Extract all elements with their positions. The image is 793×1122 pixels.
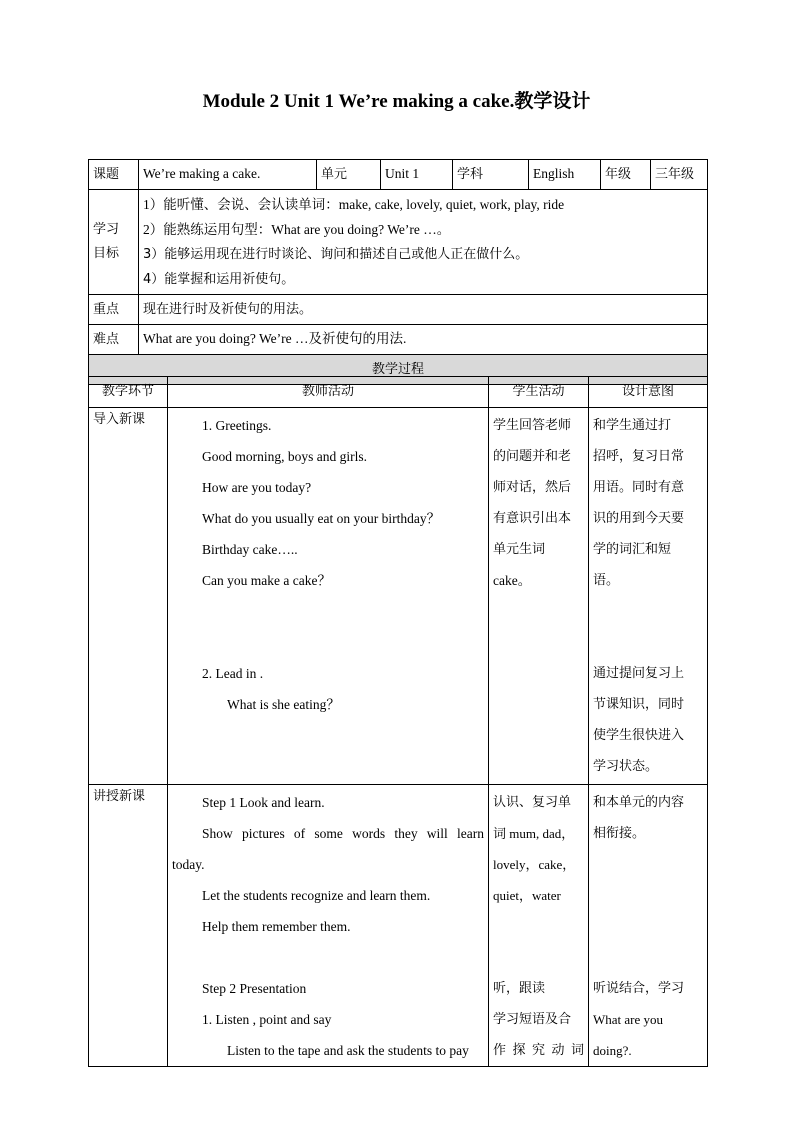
student-line: 词 mum, dad， — [493, 826, 575, 841]
intent-line: 学的词汇和短 — [593, 542, 672, 557]
student-line: 作探究动词 — [493, 1043, 584, 1058]
teacher-line: Can you make a cake？ — [202, 573, 331, 588]
teacher-line: Listen to the tape and ask the students to pay — [227, 1043, 469, 1058]
info-table — [88, 159, 708, 385]
intent-new-lesson — [589, 785, 708, 1067]
teacher-line: What do you usually eat on your birthday？ — [202, 511, 441, 526]
stage-intro: 导入新课 — [89, 408, 168, 785]
teacher-line: What is she eating？ — [227, 697, 340, 712]
teacher-line: 2. Lead in . — [202, 666, 264, 681]
student-activity-new-lesson — [489, 785, 589, 1067]
teacher-line: Let the students recognize and learn them. — [202, 888, 431, 903]
intent-line: doing?. — [593, 1043, 632, 1058]
student-line: 师对话，然后 — [493, 480, 572, 495]
student-line: 的问题并和老 — [493, 449, 572, 464]
teacher-line: Step 2 Presentation — [202, 981, 307, 996]
student-line: 认识、复习单 — [493, 795, 572, 810]
intent-line: 学习状态。 — [593, 759, 659, 774]
process-table — [88, 376, 708, 1067]
student-line: quiet，water — [493, 888, 561, 903]
student-line: cake。 — [493, 573, 532, 588]
teacher-activity-intro — [168, 408, 489, 785]
goal-item: 4）能掌握和运用祈使句。 — [143, 272, 295, 287]
grade-value: 三年级 — [651, 160, 708, 190]
student-activity-intro — [489, 408, 589, 785]
goals-label-line-2: 目标 — [93, 246, 120, 261]
intent-line: 语。 — [593, 573, 620, 588]
difficulty-value: What are you doing? We’re …及祈使句的用法. — [139, 325, 708, 355]
intent-line: 识的用到今天要 — [593, 511, 685, 526]
unit-value: Unit 1 — [381, 160, 453, 190]
student-line: 学生回答老师 — [493, 418, 572, 433]
intent-line: 和本单元的内容 — [593, 795, 685, 810]
topic-label: 课题 — [89, 160, 139, 190]
key-point-value: 现在进行时及祈使句的用法。 — [139, 295, 708, 325]
intent-line: 和学生通过打 — [593, 418, 672, 433]
teacher-activity-new-lesson — [168, 785, 489, 1067]
intent-line: What are you — [593, 1012, 664, 1027]
col-stage-header: 教学环节 — [89, 377, 168, 408]
process-header: 教学过程 — [89, 355, 708, 385]
goals-label — [89, 190, 139, 295]
col-student-header: 学生活动 — [489, 377, 589, 408]
teacher-line: Show pictures of some words they will learn — [202, 826, 484, 841]
student-line: 有意识引出本 — [493, 511, 572, 526]
col-intent-header: 设计意图 — [589, 377, 708, 408]
student-line: 学习短语及合 — [493, 1012, 572, 1027]
grade-label: 年级 — [601, 160, 651, 190]
goal-item: 1）能听懂、会说、会认读单词：make, cake, lovely, quiet, work, play, ride — [143, 197, 565, 212]
goal-item: 3）能够运用现在进行时谈论、询问和描述自己或他人正在做什么。 — [143, 247, 529, 262]
student-line: 单元生词 — [493, 542, 546, 557]
intent-line: 听说结合，学习 — [593, 981, 685, 996]
intent-line: 相衔接。 — [593, 826, 646, 841]
student-line: 听，跟读 — [493, 981, 546, 996]
intent-line: 通过提问复习上 — [593, 666, 685, 681]
intent-line: 节课知识，同时 — [593, 697, 685, 712]
difficulty-label: 难点 — [89, 325, 139, 355]
student-line: lovely，cake， — [493, 857, 576, 872]
teacher-line: today. — [172, 857, 205, 872]
teacher-line: Birthday cake….. — [202, 542, 298, 557]
goals-label-line-1: 学习 — [93, 222, 120, 238]
teacher-line: Good morning, boys and girls. — [202, 449, 367, 464]
teacher-line: Step 1 Look and learn. — [202, 795, 325, 810]
topic-value: We’re making a cake. — [139, 160, 317, 190]
stage-new-lesson: 讲授新课 — [89, 785, 168, 1067]
intent-line: 使学生很快进入 — [593, 728, 685, 743]
key-point-label: 重点 — [89, 295, 139, 325]
teacher-line: Help them remember them. — [202, 919, 351, 934]
unit-label: 单元 — [317, 160, 381, 190]
page-title: Module 2 Unit 1 We’re making a cake.教学设计 — [202, 91, 591, 112]
subject-value: English — [529, 160, 601, 190]
teacher-line: How are you today? — [202, 480, 312, 495]
intent-line: 招呼，复习日常 — [593, 449, 685, 464]
goal-item: 2）能熟练运用句型：What are you doing? We’re …。 — [143, 222, 451, 237]
teacher-line: 1. Listen , point and say — [202, 1012, 332, 1027]
col-teacher-header: 教师活动 — [168, 377, 489, 408]
goals-list — [139, 190, 708, 295]
subject-label: 学科 — [453, 160, 529, 190]
teacher-line: 1. Greetings. — [202, 418, 272, 433]
intent-intro — [589, 408, 708, 785]
intent-line: 用语。同时有意 — [593, 480, 685, 495]
